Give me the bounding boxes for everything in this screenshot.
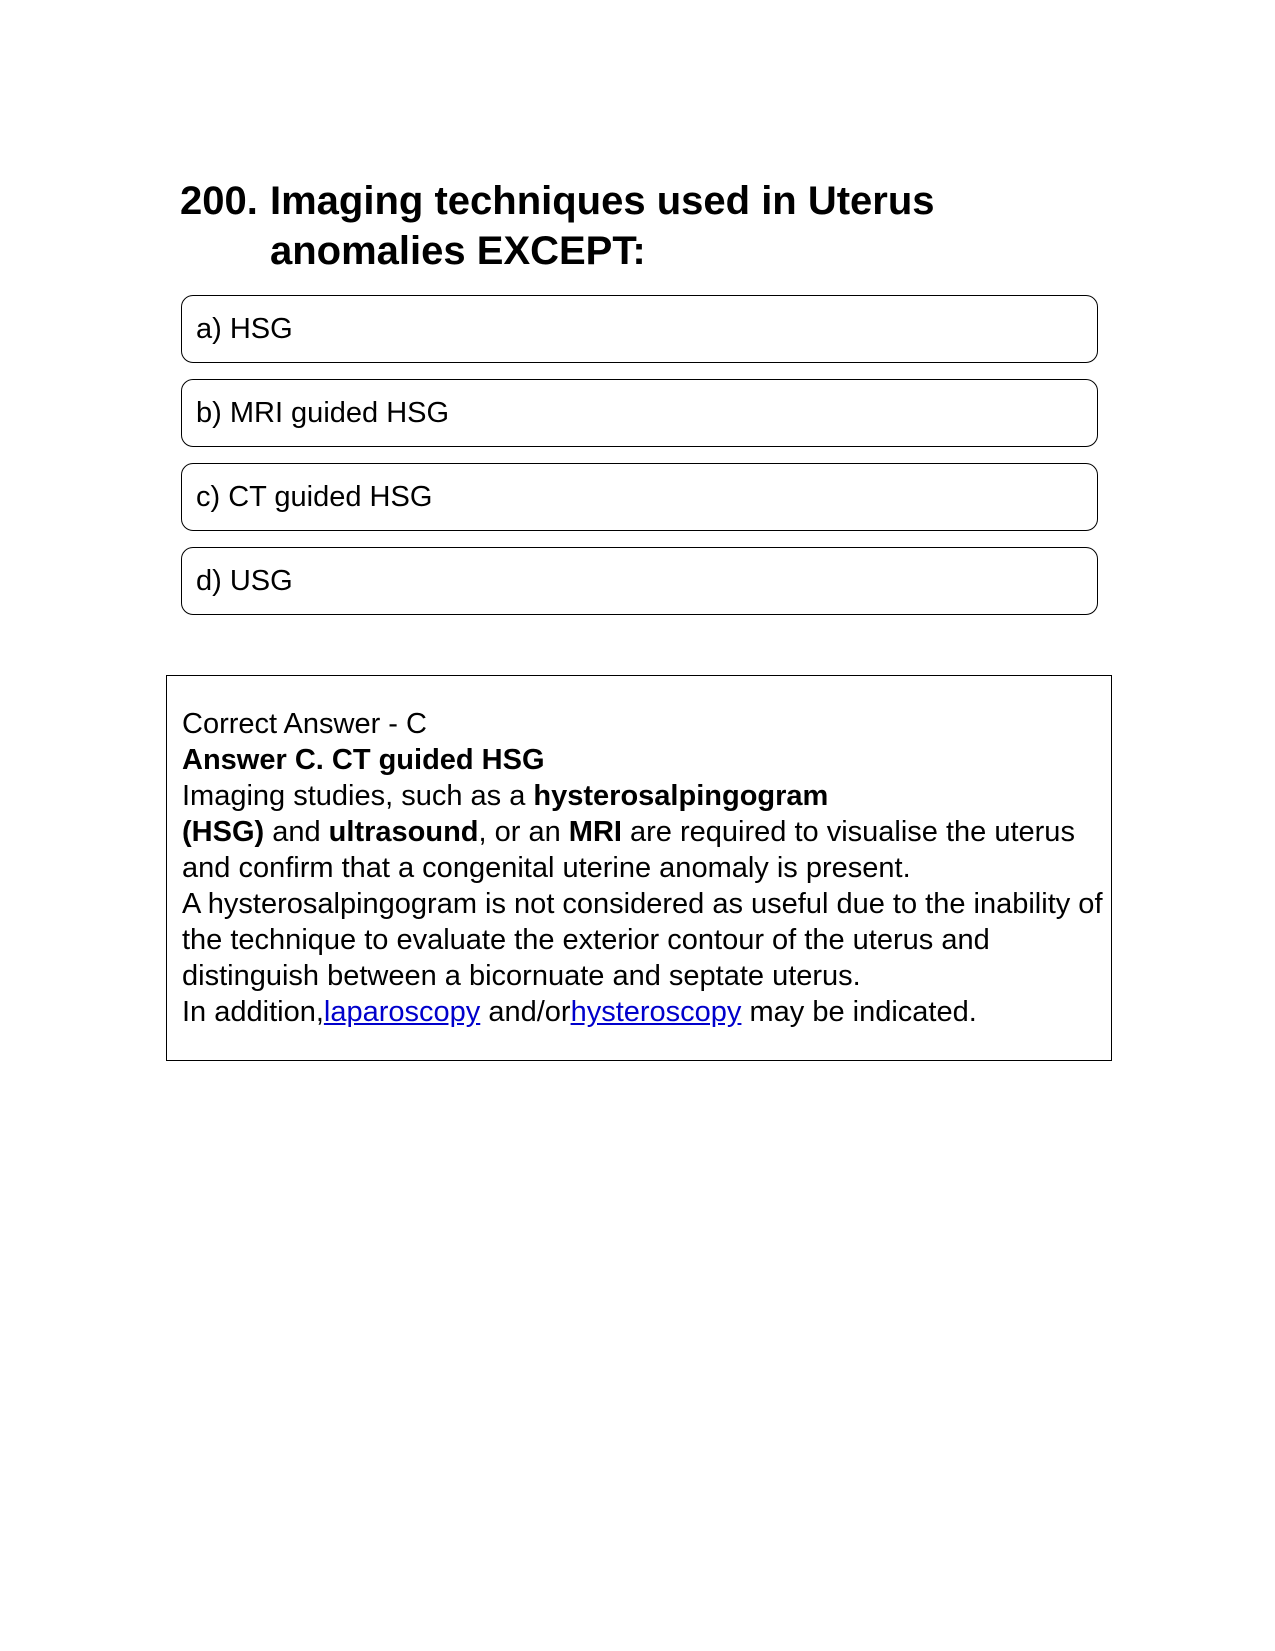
option-a[interactable]: a) HSG	[181, 295, 1098, 363]
question-number: 200.	[180, 179, 258, 223]
explanation-paragraph-2: A hysterosalpingogram is not considered as useful due to the inability of the technique to evaluate the exterior contour of the uterus and distinguish between a bicornuate and septate uterus.	[182, 888, 1103, 992]
explanation-text: Imaging studies, such as a	[182, 780, 534, 812]
term-hsg: (HSG)	[182, 816, 265, 848]
explanation-text: , or an	[478, 816, 569, 848]
explanation-paragraph-1	[182, 778, 1111, 886]
explanation-text: are required to visualise the uterus and confirm that a congenital uterine anomaly is present.	[182, 816, 1075, 884]
answer-explanation-box	[166, 675, 1112, 1061]
explanation-text: In addition,	[182, 996, 324, 1028]
term-ultrasound: ultrasound	[328, 816, 479, 848]
question-text: Imaging techniques used in Uterus anomalies EXCEPT:	[270, 179, 935, 273]
correct-answer-line: Correct Answer - C	[182, 708, 427, 740]
hysteroscopy-link[interactable]: hysteroscopy	[570, 996, 742, 1028]
explanation-paragraph-3	[182, 994, 1111, 1030]
option-b[interactable]: b) MRI guided HSG	[181, 379, 1098, 447]
answer-heading	[182, 742, 1111, 778]
term-mri: MRI	[568, 816, 622, 848]
option-d[interactable]: d) USG	[181, 547, 1098, 615]
question	[180, 176, 1110, 276]
answer-heading-text: Answer C. CT guided HSG	[182, 744, 545, 776]
laparoscopy-link[interactable]: laparoscopy	[323, 996, 481, 1028]
explanation-text: may be indicated.	[741, 996, 977, 1028]
term-hysterosalpingogram: hysterosalpingogram	[533, 780, 829, 812]
explanation-text: and	[264, 816, 329, 848]
option-c[interactable]: c) CT guided HSG	[181, 463, 1098, 531]
options-list	[181, 295, 1098, 631]
explanation-text: and/or	[480, 996, 571, 1028]
